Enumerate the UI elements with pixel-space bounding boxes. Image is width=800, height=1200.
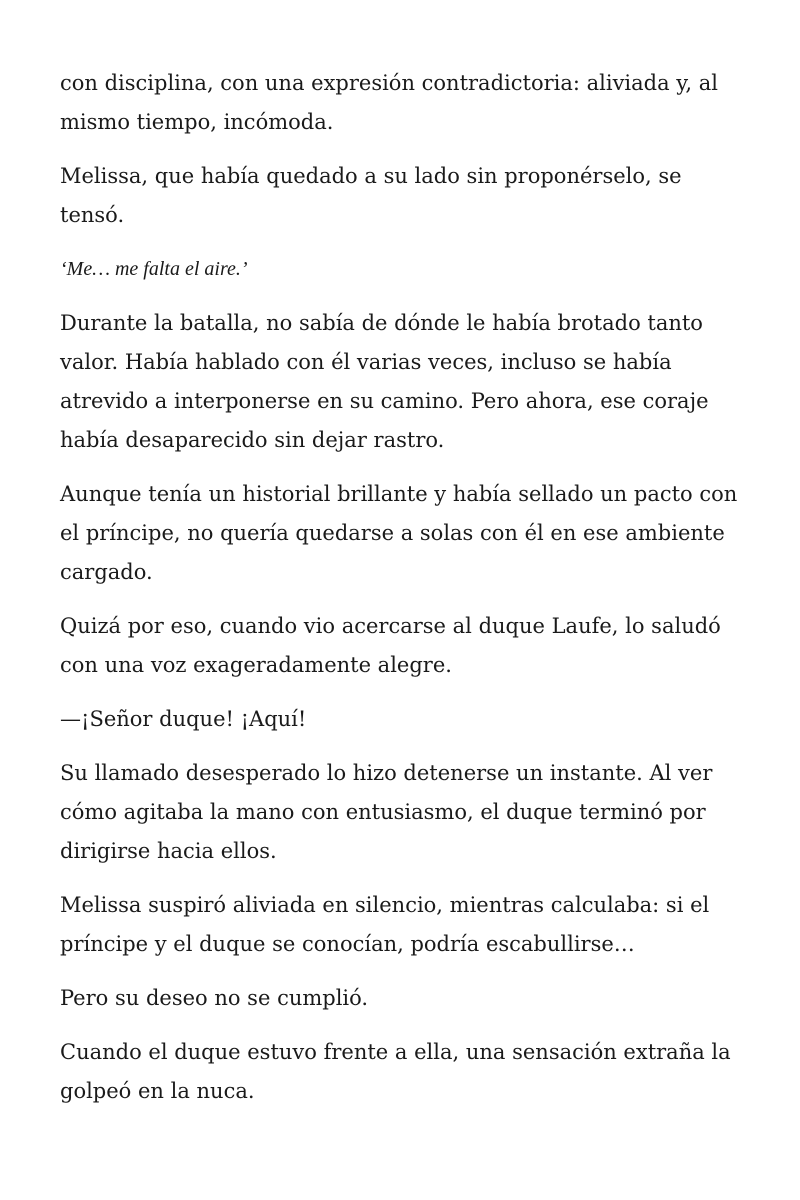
paragraph: con disciplina, con una expresión contradictoria: aliviada y, al mismo tiempo, incómoda. (60, 71, 718, 134)
paragraph: Aunque tenía un historial brillante y había sellado un pacto con el príncipe, no quería quedarse a solas con él en ese ambiente cargado. (60, 482, 738, 584)
dialogue-line: —¡Señor duque! ¡Aquí! (60, 707, 307, 731)
paragraph: Quizá por eso, cuando vio acercarse al duque Laufe, lo saludó con una voz exageradamente alegre. (60, 614, 721, 677)
paragraph: Su llamado desesperado lo hizo detenerse un instante. Al ver cómo agitaba la mano con entusiasmo, el duque terminó por dirigirse hacia ellos. (60, 761, 713, 863)
paragraph: Durante la batalla, no sabía de dónde le había brotado tanto valor. Había hablado con él varias veces, incluso se había atrevido a interponerse en su camino. Pero ahora, ese coraje había desaparecido sin dejar rastro. (60, 311, 709, 452)
paragraph: Melissa, que había quedado a su lado sin proponérselo, se tensó. (60, 164, 682, 227)
paragraph: Cuando el duque estuvo frente a ella, una sensación extraña la golpeó en la nuca. (60, 1040, 731, 1103)
paragraph: Pero su deseo no se cumplió. (60, 986, 369, 1010)
paragraph: Melissa suspiró aliviada en silencio, mientras calculaba: si el príncipe y el duque se conocían, podría escabullirse… (60, 893, 710, 956)
inner-thought: ‘Me… me falta el aire.’ (60, 258, 248, 280)
document-page (60, 64, 750, 1126)
